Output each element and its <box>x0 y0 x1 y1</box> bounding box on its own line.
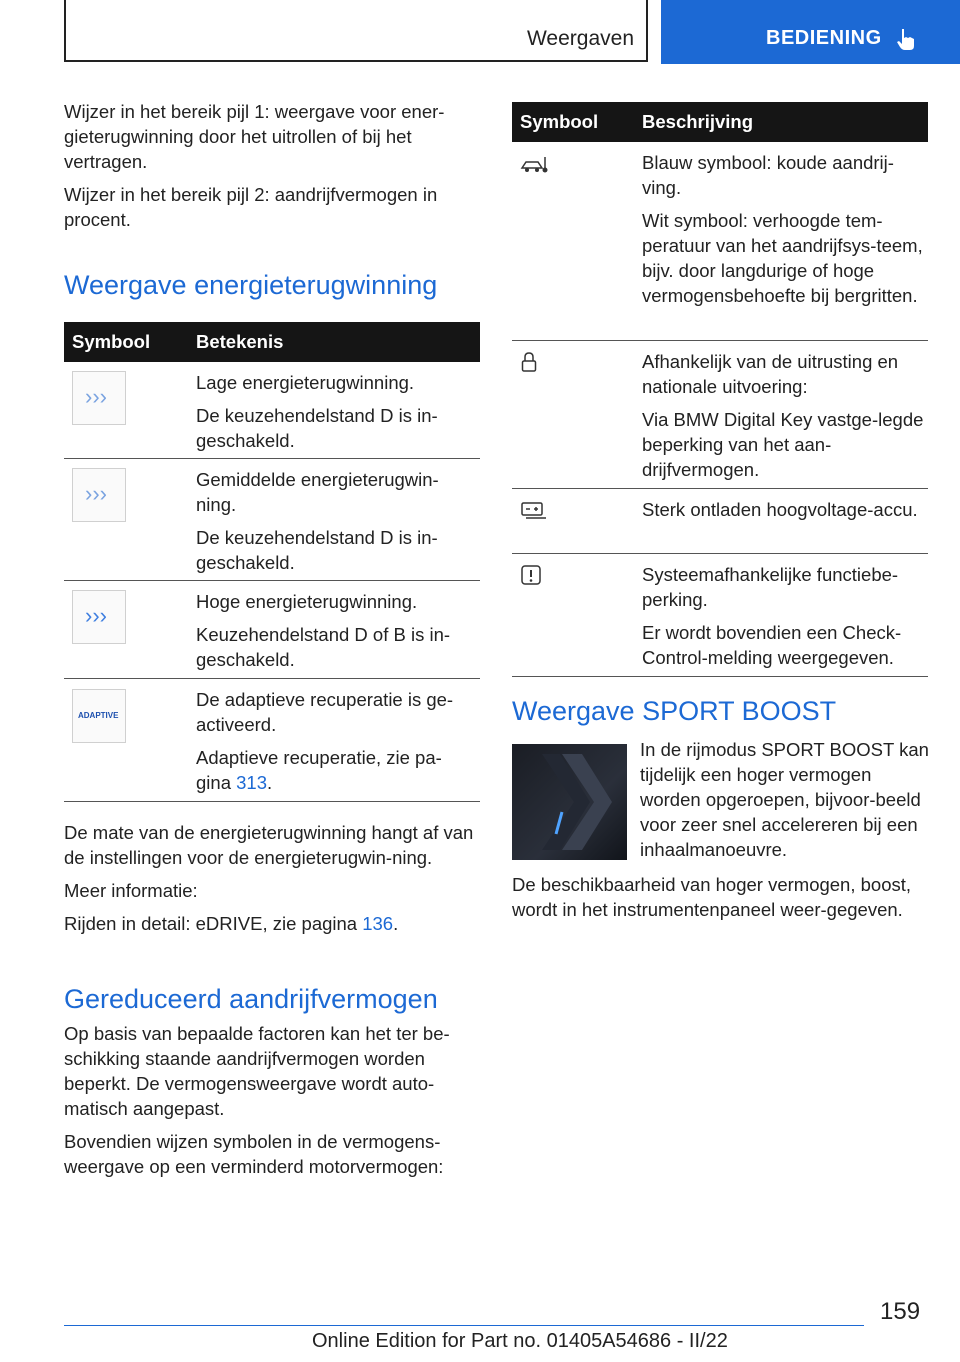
intro-paragraph-2: Wijzer in het bereik pijl 2: aandrijfvermogen in procent. <box>64 184 438 230</box>
row-text: Wit symbool: verhoogde tem-peratuur van het aandrijfsys-teem, bijv. door langdurige of hoge vermogensbehoefte bij bergritten. <box>642 210 923 306</box>
reduced-power-text <box>64 1021 484 1187</box>
header-section-title: Weergaven <box>526 27 634 50</box>
row-text: Er wordt bovendien een Check-Control-melding weergegeven. <box>642 622 902 668</box>
col-symbol-header: Symbool <box>520 111 599 132</box>
row-text: Keuzehendelstand D of B is in-geschakeld. <box>196 624 451 670</box>
intro-paragraph-1: Wijzer in het bereik pijl 1: weergave voor ener-gieterugwinning door het uitrollen of bij het vertragen. <box>64 101 445 172</box>
table-header <box>512 102 928 142</box>
heading-sport-boost: Weergave SPORT BOOST <box>512 696 837 726</box>
col-symbol-header: Symbool <box>72 331 151 352</box>
sport-boost-paragraph-1: In de rijmodus SPORT BOOST kan tijdelijk een hoger vermogen worden opgeroepen, bijvoor-beeld voor zeer snel accelereren bij een inhaalmanoeuvre. <box>640 739 929 860</box>
heading-reduced-power: Gereduceerd aandrijfvermogen <box>64 984 438 1014</box>
row-text: Lage energieterugwinning. <box>196 372 415 393</box>
row-text: De keuzehendelstand D is in-geschakeld. <box>196 527 438 573</box>
more-info-label: Meer informatie: <box>64 880 198 901</box>
recovery-paragraph: De mate van de energieterugwinning hangt af van de instellingen voor de energieterugwin-ning. <box>64 822 474 868</box>
car-temperature-icon <box>520 154 550 174</box>
row-text: Afhankelijk van de uitrusting en nationale uitvoering: <box>642 351 899 397</box>
high-recuperation-icon: ››› <box>72 590 126 644</box>
footer-divider <box>64 1325 864 1326</box>
header-chapter-title: BEDIENING <box>766 27 882 49</box>
header-chapter-tab[interactable] <box>661 0 960 64</box>
table-row <box>512 341 928 489</box>
table-header <box>64 322 480 362</box>
table-row <box>64 459 480 581</box>
table-row <box>64 362 480 459</box>
row-text: Hoge energieterugwinning. <box>196 591 418 612</box>
row-text: De keuzehendelstand D is in-geschakeld. <box>196 405 438 451</box>
row-text: Blauw symbool: koude aandrij-ving. <box>642 152 894 198</box>
reduced-paragraph-2: Bovendien wijzen symbolen in de vermogens-weergave op een verminderd motorvermogen: <box>64 1131 444 1177</box>
left-intro <box>64 99 484 240</box>
table-row <box>512 489 928 554</box>
low-recuperation-icon: ››› <box>72 371 126 425</box>
row-text-with-link: Adaptieve recuperatie, zie pa-gina 313. <box>196 747 442 793</box>
header-section-box <box>64 0 648 62</box>
reduced-paragraph-1: Op basis van bepaalde factoren kan het ter be-schikking staande aandrijfvermogen worden beperkt. De vermogensweergave wordt auto-matisch aangepast. <box>64 1023 450 1119</box>
warning-icon <box>520 564 542 586</box>
row-text: Systeemafhankelijke functiebe-perking. <box>642 564 899 610</box>
table-row <box>512 554 928 677</box>
row-text: Via BMW Digital Key vastge-legde beperking van het aan-drijfvermogen. <box>642 409 924 480</box>
sport-boost-paragraph-2: De beschikbaarheid van hoger vermogen, boost, wordt in het instrumentenpaneel weer-gegeven. <box>512 874 912 920</box>
table-reduced-power-symbols <box>512 102 928 677</box>
row-text: Gemiddelde energieterugwin-ning. <box>196 469 439 515</box>
adaptive-recuperation-icon: ADAPTIVE <box>72 689 126 743</box>
table-energy-recovery <box>64 322 480 802</box>
left-after-table <box>64 820 484 944</box>
col-description-header: Beschrijving <box>642 111 754 132</box>
table-row <box>64 581 480 679</box>
lock-icon <box>520 351 538 373</box>
row-text: Sterk ontladen hoogvoltage-accu. <box>642 499 918 520</box>
heading-energy-recovery: Weergave energieterugwinning <box>64 270 438 300</box>
page-link-313[interactable]: 313 <box>236 772 267 793</box>
page-link-136[interactable]: 136 <box>362 913 394 934</box>
table-row <box>64 679 480 802</box>
footer-edition: Online Edition for Part no. 01405A54686 - II/22 <box>312 1330 728 1352</box>
medium-recuperation-icon: ››› <box>72 468 126 522</box>
boost-chevron-icon <box>512 744 627 860</box>
sport-boost-display-image <box>512 744 627 860</box>
table-row <box>512 142 928 341</box>
hand-pointer-icon <box>893 26 919 52</box>
edrive-reference: Rijden in detail: eDRIVE, zie pagina 136. <box>64 913 399 934</box>
page-number: 159 <box>880 1298 921 1325</box>
row-text: De adaptieve recuperatie is ge-activeerd. <box>196 689 454 735</box>
battery-icon <box>520 499 548 519</box>
col-meaning-header: Betekenis <box>196 331 284 352</box>
